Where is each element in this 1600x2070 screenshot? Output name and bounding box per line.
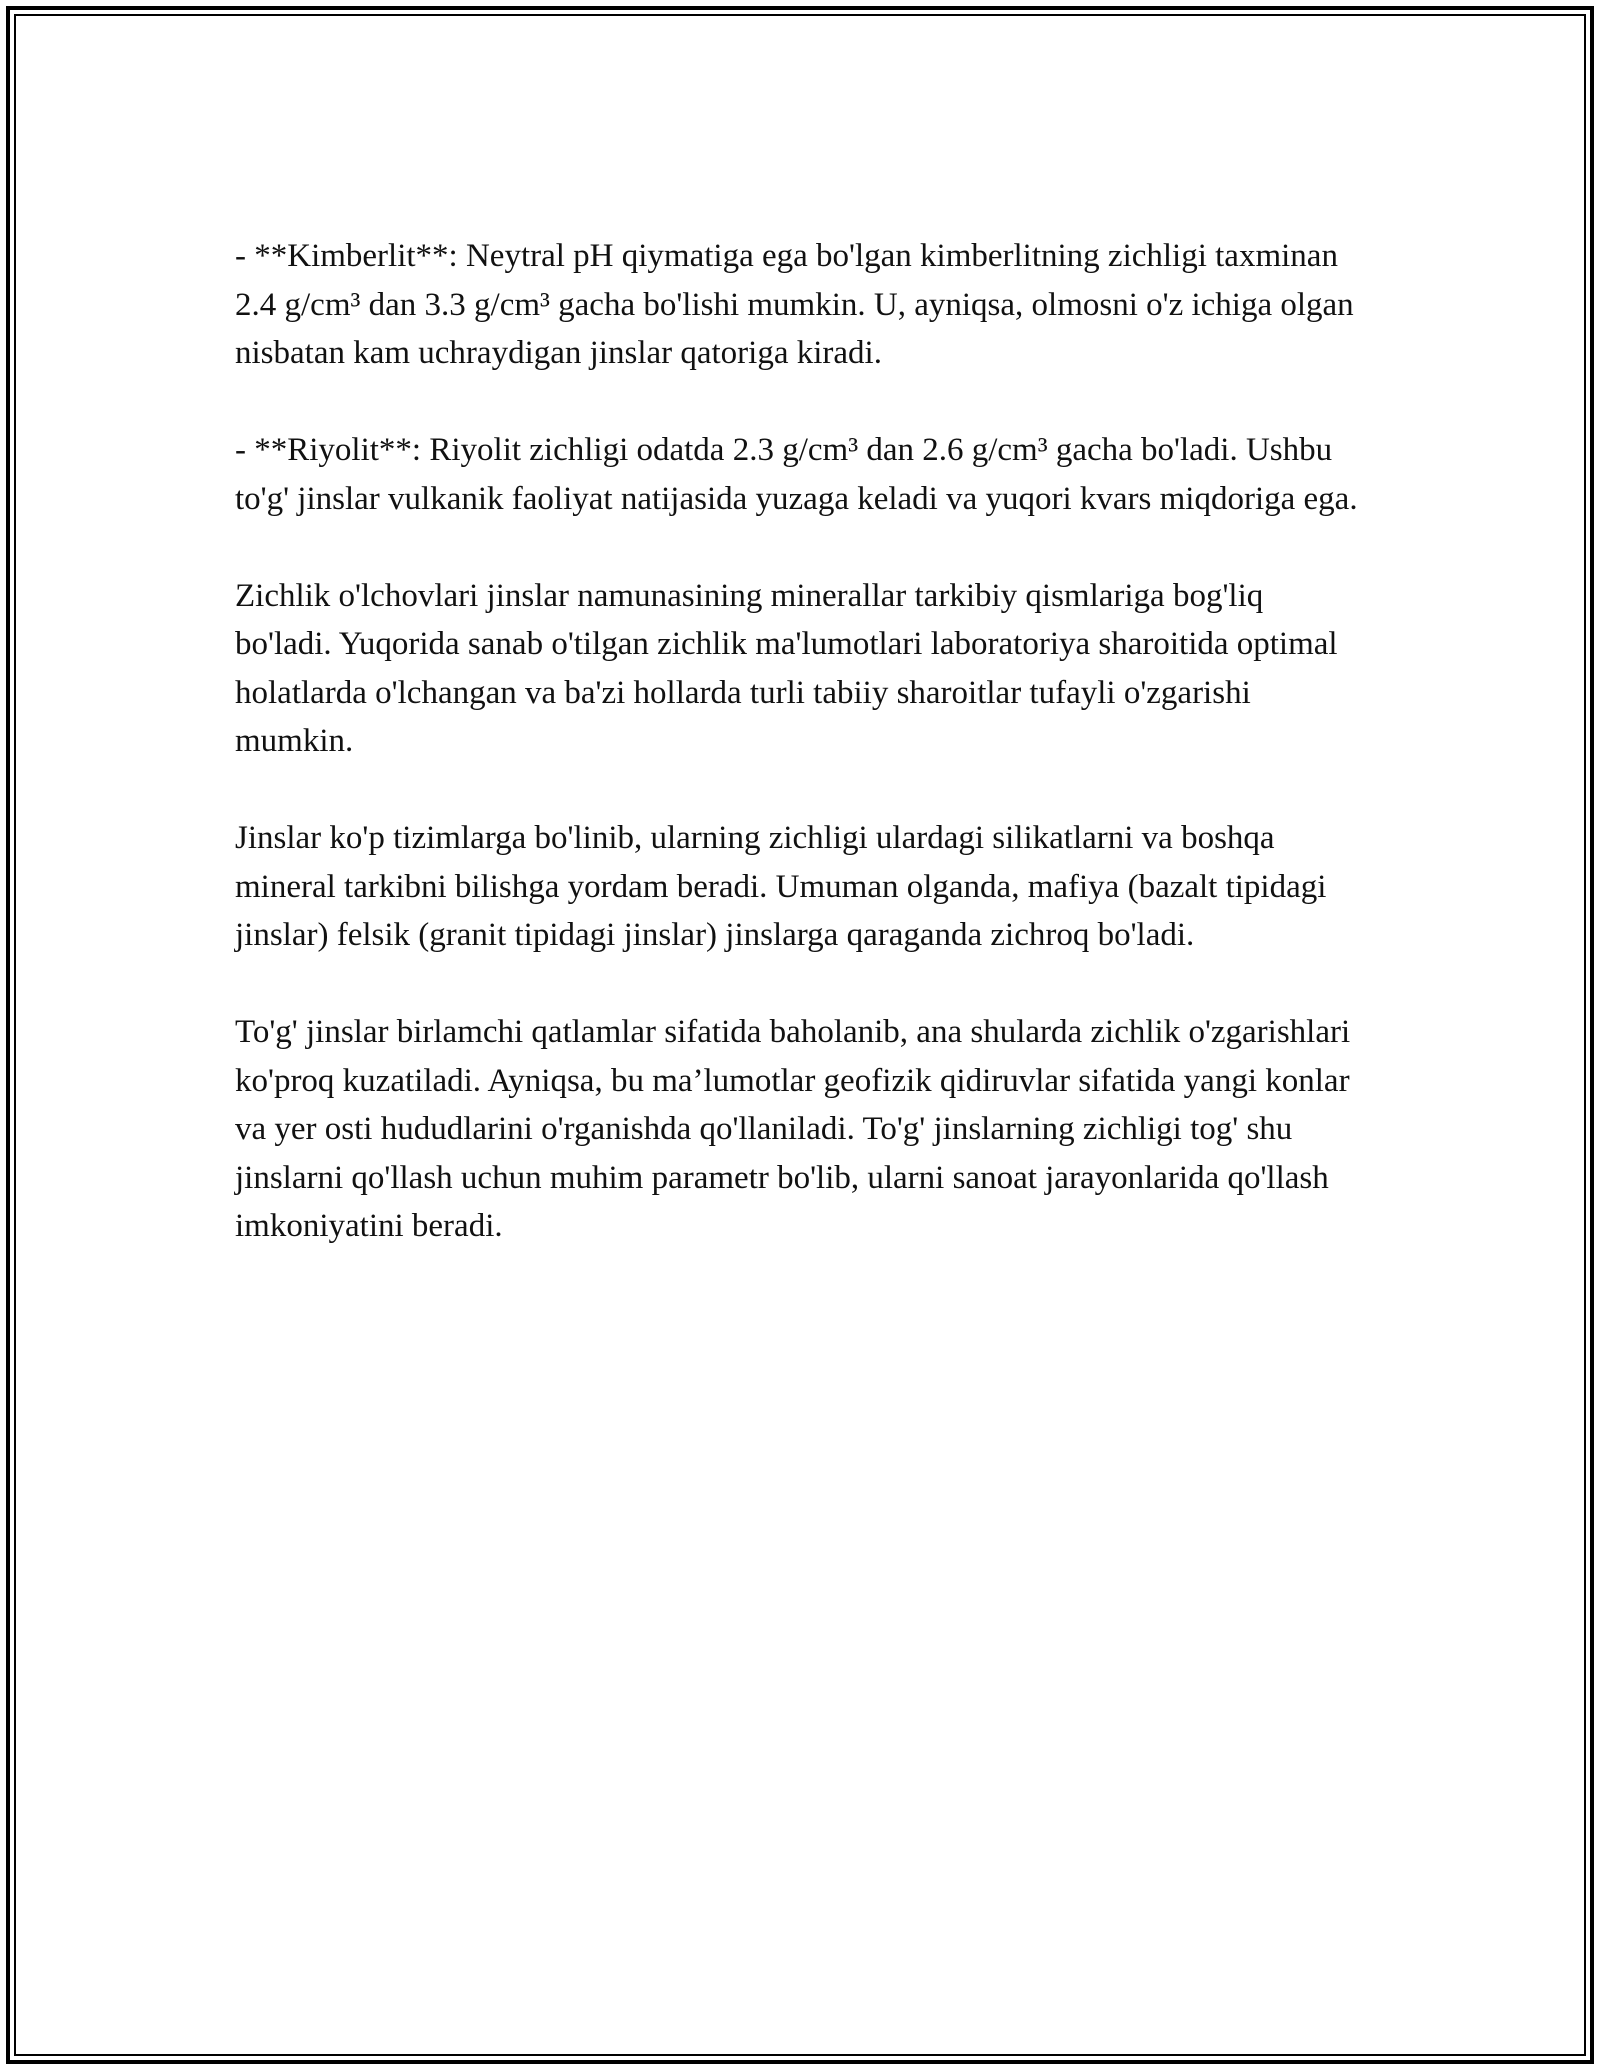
paragraph-kimberlit: - **Kimberlit**: Neytral pH qiymatiga ega bo'lgan kimberlitning zichligi taxminan 2.4 g/cm³ dan 3.3 g/cm³ gacha bo'lishi mumkin. U, ayniqsa, olmosni o'z ichiga olgan nisbatan kam uchraydigan jinslar qatoriga kiradi.	[235, 238, 1354, 371]
paragraph-density-measurements: Zichlik o'lchovlari jinslar namunasining minerallar tarkibiy qismlariga bog'liq bo'ladi. Yuqorida sanab o'tilgan zichlik ma'lumotlari laboratoriya sharoitida optimal holatlarda o'lchangan va ba'zi hollarda turli tabiiy sharoitlar tufayli o'zgarishi mumkin.	[235, 577, 1338, 759]
document-body	[235, 232, 1365, 1299]
paragraph-riyolit: - **Riyolit**: Riyolit zichligi odatda 2.3 g/cm³ dan 2.6 g/cm³ gacha bo'ladi. Ushbu to'g' jinslar vulkanik faoliyat natijasida yuzaga keladi va yuqori kvars miqdoriga ega.	[235, 432, 1358, 517]
paragraph-primary-layers: To'g' jinslar birlamchi qatlamlar sifatida baholanib, ana shularda zichlik o'zgarishlari ko'proq kuzatiladi. Ayniqsa, bu ma’lumotlar geofizik qidiruvlar sifatida yangi konlar va yer osti hududlarini o'rganishda qo'llaniladi. To'g' jinslarning zichligi tog' shu jinslarni qo'llash uchun muhim parametr bo'lib, ularni sanoat jarayonlarida qo'llash imkoniyatini beradi.	[235, 1014, 1351, 1244]
paragraph-rock-systems: Jinslar ko'p tizimlarga bo'linib, ularning zichligi ulardagi silikatlarni va boshqa mineral tarkibni bilishga yordam beradi. Umuman olganda, mafiya (bazalt tipidagi jinslar) felsik (granit tipidagi jinslar) jinslarga qaraganda zichroq bo'ladi.	[235, 820, 1327, 953]
